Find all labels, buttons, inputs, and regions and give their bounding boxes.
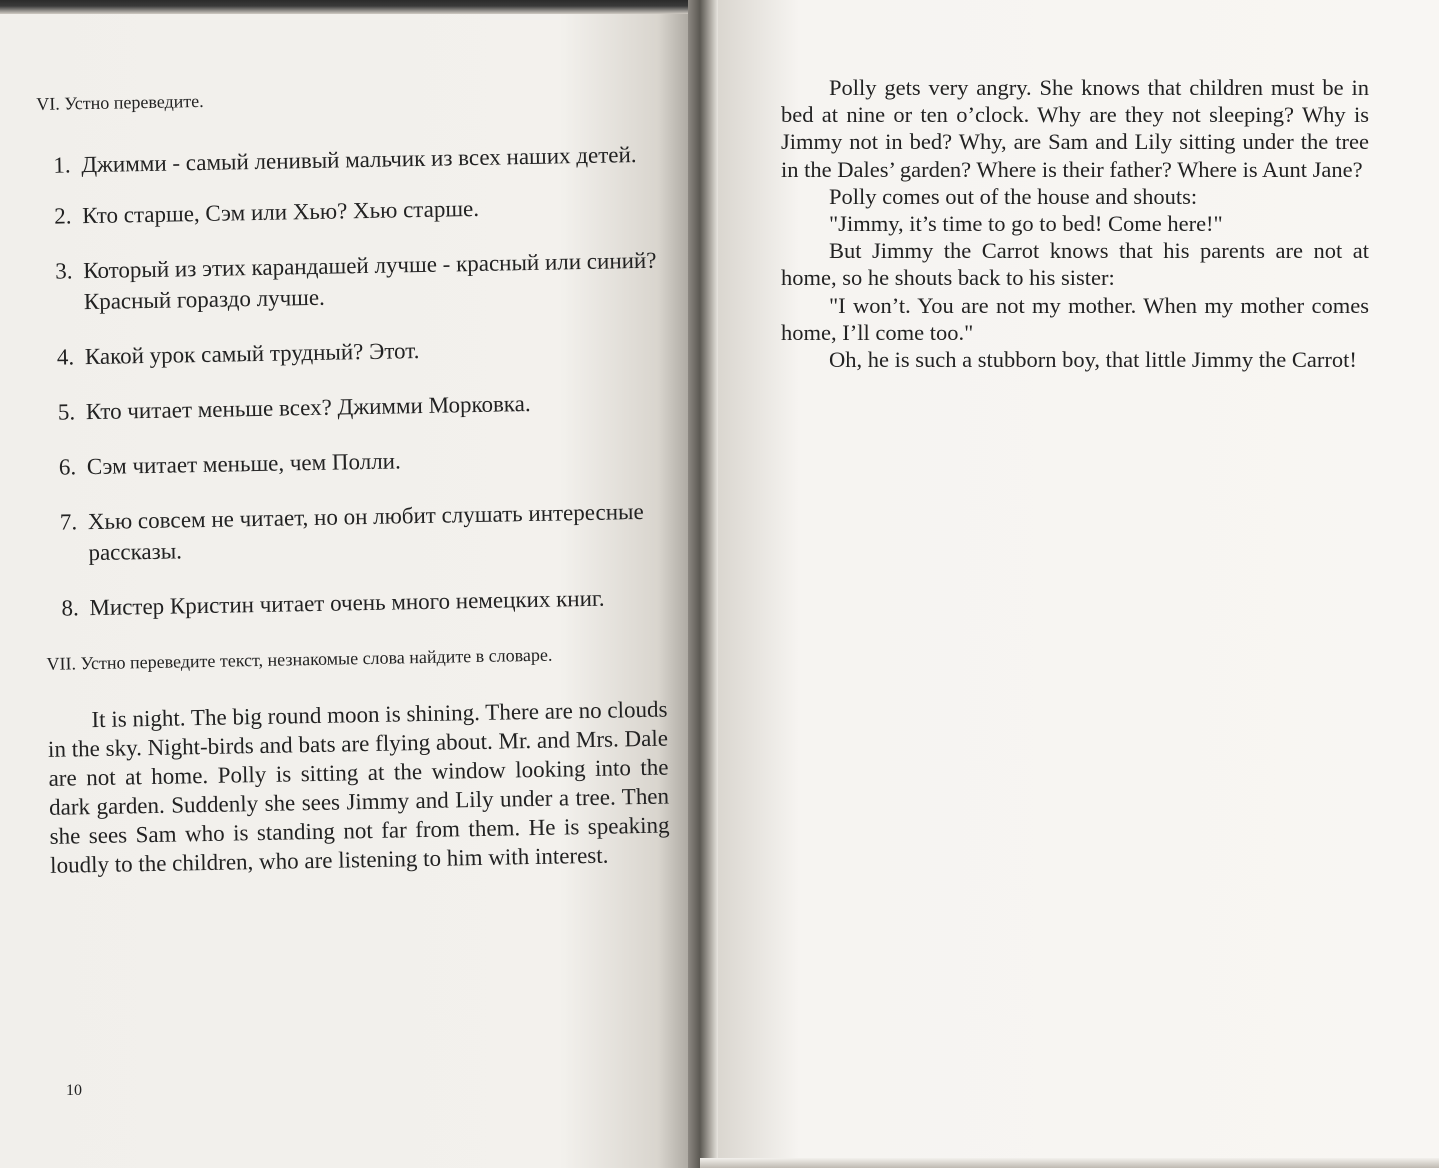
paragraph: "I won’t. You are not my mother. When my mother comes home, I’ll come too." [781,292,1369,345]
item-text: Джимми - самый ленивый мальчик из всех наших детей. [81,142,637,178]
item-number: 3. [55,258,73,284]
paragraph: "Jimmy, it’s time to go to bed! Come here!" [829,211,1223,237]
item-text: Который из этих карандашей лучше - красный или синий? Красный гораздо лучше. [83,247,657,315]
item-text: Сэм читает меньше, чем Полли. [86,448,401,480]
item-number: 7. [59,509,78,535]
exercise-vii-paragraph: It is night. The big round moon is shining. There are no clouds in the sky. Night-birds and bats are flying about. Mr. and Mrs. Dale are not at home. Polly is sitting at the window looking into the dark garden. Suddenly she sees Jimmy and Lily under a tree. Then she sees Sam who is standing not far from them. He is speaking loudly to the children, who are listening to him with interest. [47,696,670,878]
list-item [44,496,665,569]
page-number: 10 [66,1082,82,1099]
bottom-edge [700,1158,1439,1168]
right-page-content [781,74,1369,373]
list-item [39,245,660,318]
item-number: 6. [58,454,77,480]
item-number: 4. [56,344,75,370]
item-number: 8. [61,595,79,621]
item-text: Мистер Кристин читает очень много немецких книг. [89,585,605,621]
exercise-vii-heading: VII. Устно переведите текст, незнакомые слова найдите в словаре. [46,644,553,674]
exercise-vi-list [37,139,666,624]
item-text: Кто старше, Сэм или Хью? Хью старше. [82,195,480,229]
list-item [41,331,661,373]
paragraph: Polly comes out of the house and shouts: [829,183,1198,209]
paragraph: Oh, he is such a stubborn boy, that little Jimmy the Carrot! [829,347,1357,373]
book-gutter [688,0,718,1168]
paragraph: But Jimmy the Carrot knows that his parents are not at home, so he shouts back to his sister: [781,238,1369,291]
item-text: Хью совсем не читает, но он любит слушать интересные рассказы. [87,498,644,566]
list-item [38,190,658,232]
paragraph: Polly gets very angry. She knows that children must be in bed at nine or ten o’clock. Why are they not sleeping? Why is Jimmy not in bed? Why, are Sam and Lily sitting under the tree in the Dales’ garden? Where is their father? Where is Aunt Jane? [781,75,1369,182]
item-number: 5. [57,399,76,425]
list-item [45,582,665,624]
item-text: Какой урок самый трудный? Этот. [84,338,420,370]
left-page-content [36,81,670,880]
item-number: 2. [54,203,72,229]
exercise-vi-heading: VI. Устно переведите. [36,90,204,114]
item-number: 1. [53,152,71,178]
list-item [37,139,657,181]
top-edge-shadow [0,0,700,14]
list-item [42,386,662,428]
list-item [43,441,663,483]
item-text: Кто читает меньше всех? Джимми Морковка. [85,390,531,425]
